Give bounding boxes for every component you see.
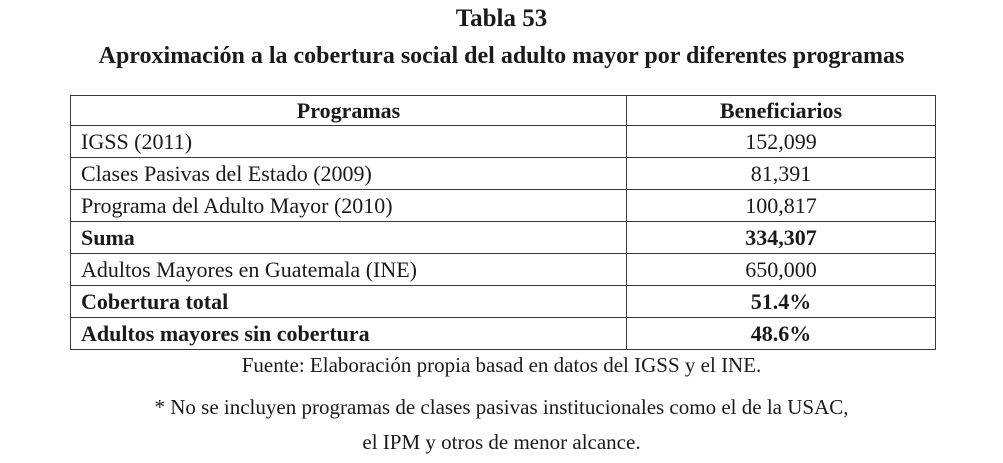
programa-cell: Adultos mayores sin cobertura bbox=[71, 318, 627, 350]
beneficiarios-cell: 48.6% bbox=[627, 318, 936, 350]
table-title: Tabla 53 bbox=[455, 5, 548, 32]
footnote-line-2: el IPM y otros de menor alcance. bbox=[362, 430, 641, 454]
table-row bbox=[71, 126, 936, 158]
programa-cell: IGSS (2011) bbox=[71, 126, 627, 158]
footnote-line-1: * No se incluyen programas de clases pasivas institucionales como el de la USAC, bbox=[154, 395, 849, 419]
beneficiarios-cell: 152,099 bbox=[627, 126, 936, 158]
beneficiarios-cell: 334,307 bbox=[627, 222, 936, 254]
programa-cell: Programa del Adulto Mayor (2010) bbox=[71, 190, 627, 222]
header-beneficiarios: Beneficiarios bbox=[627, 96, 936, 126]
beneficiarios-cell: 650,000 bbox=[627, 254, 936, 286]
table-subtitle: Aproximación a la cobertura social del adulto mayor por diferentes programas bbox=[98, 43, 905, 69]
table-row bbox=[71, 254, 936, 286]
table-row bbox=[71, 158, 936, 190]
table-row bbox=[71, 222, 936, 254]
header-programas: Programas bbox=[71, 96, 627, 126]
beneficiarios-cell: 100,817 bbox=[627, 190, 936, 222]
beneficiarios-cell: 81,391 bbox=[627, 158, 936, 190]
table-row bbox=[71, 318, 936, 350]
programa-cell: Suma bbox=[71, 222, 627, 254]
table-row bbox=[71, 190, 936, 222]
beneficiarios-cell: 51.4% bbox=[627, 286, 936, 318]
programa-cell: Clases Pasivas del Estado (2009) bbox=[71, 158, 627, 190]
data-table bbox=[70, 95, 936, 350]
table-header-row bbox=[71, 96, 936, 126]
programa-cell: Cobertura total bbox=[71, 286, 627, 318]
source-note: Fuente: Elaboración propia basad en datos del IGSS y el INE. bbox=[241, 353, 762, 377]
table-row bbox=[71, 286, 936, 318]
programa-cell: Adultos Mayores en Guatemala (INE) bbox=[71, 254, 627, 286]
